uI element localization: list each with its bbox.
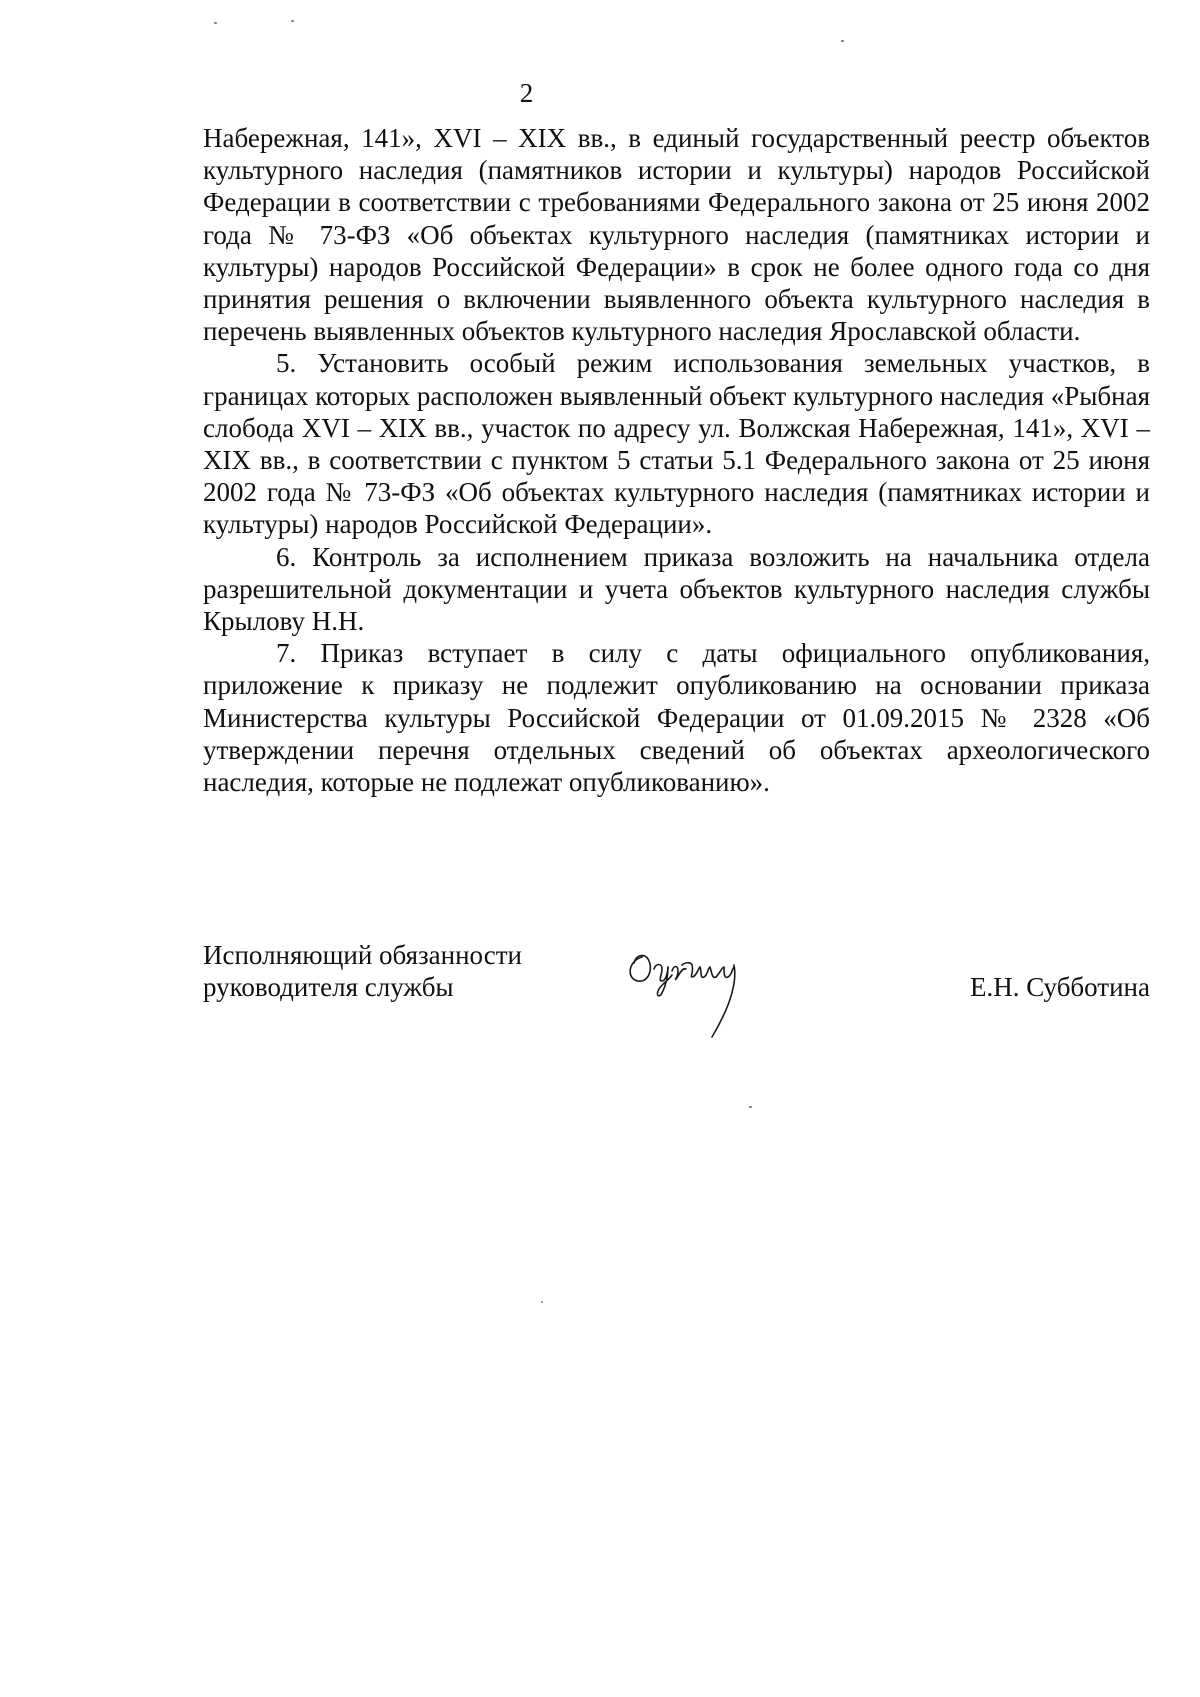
signatory-position-line-1: Исполняющий обязанности <box>203 940 522 970</box>
scan-speck <box>214 22 217 24</box>
handwritten-signature <box>620 935 770 1045</box>
scan-speck <box>541 1301 543 1303</box>
signatory-name: Е.Н. Субботина <box>969 972 1150 1002</box>
paragraph-continuation: Набережная, 141», XVI – XIX вв., в единый государственный реестр объектов культурного наследия (памятников истории и культуры) народов Российской Федерации в соответствии с требованиями Федерального закона от 25 июня 2002 года № 73-ФЗ «Об объектах культурного наследия (памятниках истории и культуры) народов Российской Федерации» в срок не более одного года со дня принятия решения о включении выявленного объекта культурного наследия в перечень выявленных объектов культурного наследия Ярославской области. <box>203 123 1150 347</box>
scan-speck <box>749 1106 752 1108</box>
document-body <box>203 122 1150 798</box>
signatory-position <box>203 939 522 1003</box>
scan-speck <box>841 40 844 42</box>
paragraph-item-6: 6. Контроль за исполнением приказа возложить на начальника отдела разрешительной документации и учета объектов культурного наследия службы Крылову Н.Н. <box>203 541 1150 637</box>
paragraph-item-5: 5. Установить особый режим использования земельных участков, в границах которых расположен выявленный объект культурного наследия «Рыбная слобода XVI – XIX вв., участок по адресу ул. Волжская Набережная, 141», XVI – XIX вв., в соответствии с пунктом 5 статьи 5.1 Федерального закона от 25 июня 2002 года № 73-ФЗ «Об объектах культурного наследия (памятниках истории и культуры) народов Российской Федерации». <box>203 348 1150 540</box>
page-number: 2 <box>519 78 534 108</box>
scan-speck <box>291 20 294 22</box>
signatory-position-line-2: руководителя службы <box>203 972 454 1002</box>
paragraph-item-7: 7. Приказ вступает в силу с даты официального опубликования, приложение к приказу не подлежит опубликованию на основании приказа Министерства культуры Российской Федерации от 01.09.2015 № 2328 «Об утверждении перечня отдельных сведений об объектах археологического наследия, которые не подлежат опубликованию». <box>203 638 1150 798</box>
